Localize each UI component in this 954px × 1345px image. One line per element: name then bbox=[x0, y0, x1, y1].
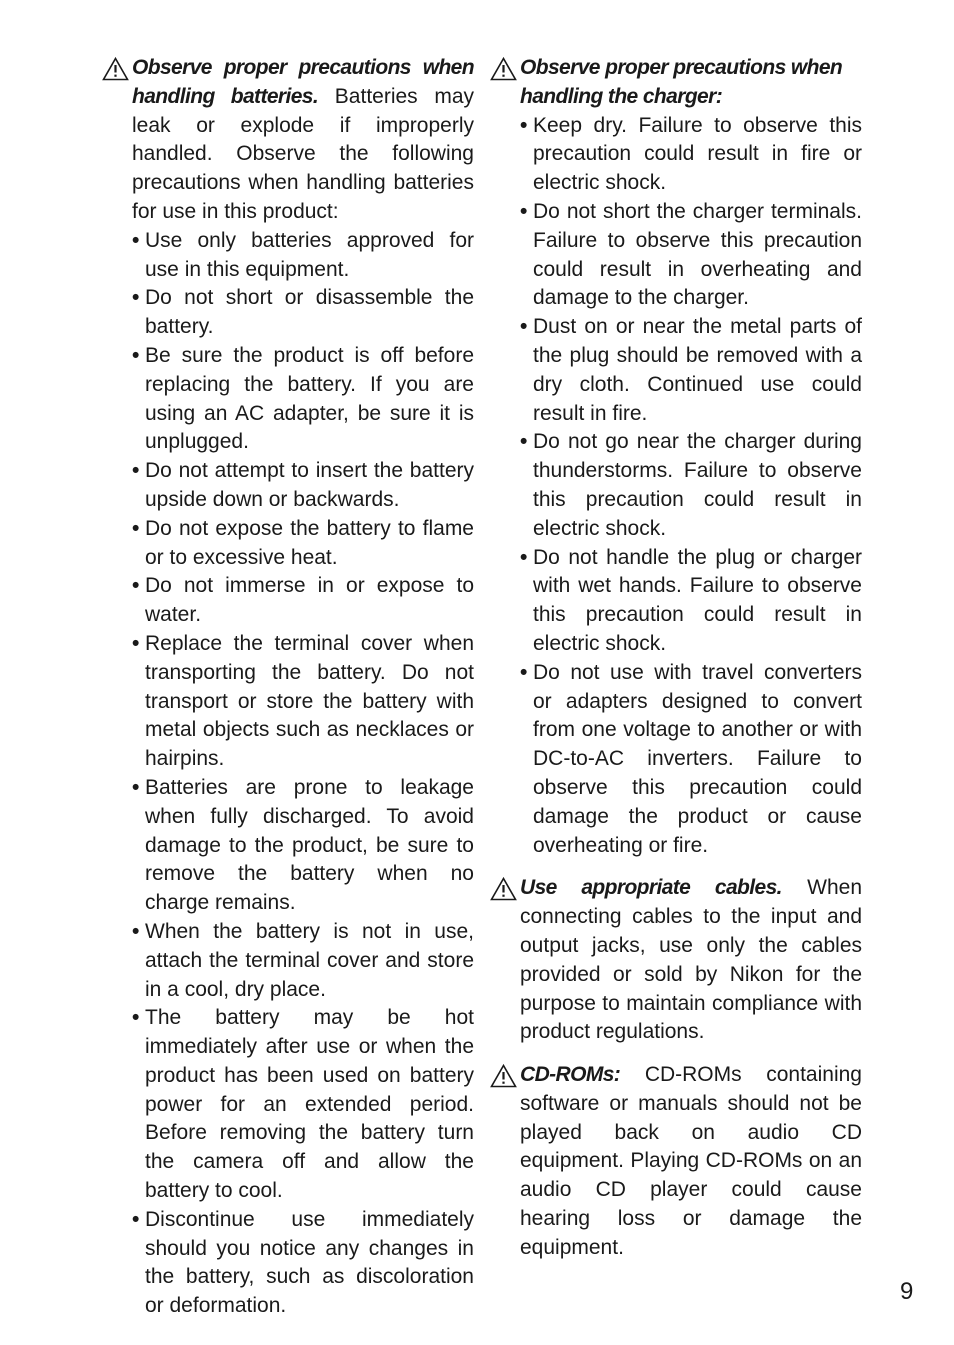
cables-section bbox=[490, 874, 862, 1047]
battery-bullet-list bbox=[132, 227, 474, 1321]
list-item bbox=[520, 544, 862, 659]
list-item-text: When the battery is not in use, attach the terminal cover and store in a cool, dry place. bbox=[145, 919, 474, 1001]
bullet-dot: • bbox=[520, 545, 528, 569]
list-item bbox=[520, 659, 862, 861]
list-item bbox=[132, 227, 474, 285]
charger-precautions-section bbox=[490, 54, 862, 860]
left-column bbox=[102, 54, 474, 1321]
charger-heading: Observe proper precautions when handling the charger: bbox=[520, 56, 843, 108]
list-item-text: Use only batteries approved for use in this equipment. bbox=[145, 228, 474, 281]
cables-paragraph bbox=[520, 874, 862, 1047]
list-item bbox=[132, 774, 474, 918]
warning-triangle-icon bbox=[102, 57, 129, 81]
list-item-text: Keep dry. Failure to observe this precaution could result in fire or electric shock. bbox=[533, 113, 862, 195]
list-item-text: Replace the terminal cover when transporting the battery. Do not transport or store the battery with metal objects such as necklaces or hairpins. bbox=[145, 631, 474, 771]
battery-intro bbox=[132, 54, 474, 227]
list-item bbox=[132, 1206, 474, 1321]
bullet-dot: • bbox=[132, 775, 140, 799]
warning-triangle-icon bbox=[490, 1064, 517, 1088]
bullet-dot: • bbox=[132, 459, 140, 483]
list-item bbox=[132, 918, 474, 1004]
list-item-text: Do not immerse in or expose to water. bbox=[145, 574, 474, 627]
cables-heading: Use appropriate cables. bbox=[520, 876, 782, 900]
bullet-dot: • bbox=[520, 113, 528, 137]
list-item bbox=[132, 630, 474, 774]
warning-triangle-icon bbox=[490, 57, 517, 81]
cdroms-body: CD-ROMs containing software or manuals should not be played back on audio CD equipment. Playing CD-ROMs on an audio CD player could cause hearing loss or damage the equipment. bbox=[520, 1063, 862, 1259]
page-number: 9 bbox=[900, 1278, 914, 1305]
bullet-dot: • bbox=[132, 574, 140, 598]
charger-bullet-list bbox=[520, 112, 862, 861]
bullet-dot: • bbox=[132, 631, 140, 655]
bullet-dot: • bbox=[520, 315, 528, 339]
bullet-dot: • bbox=[132, 1207, 140, 1231]
bullet-dot: • bbox=[132, 516, 140, 540]
list-item-text: Do not go near the charger during thunderstorms. Failure to observe this precaution could result in electric shock. bbox=[533, 430, 862, 540]
list-item-text: Be sure the product is off before replacing the battery. If you are using an AC adapter, be sure it is unplugged. bbox=[145, 343, 474, 454]
list-item-text: Do not use with travel converters or adapters designed to convert from one voltage to another or with DC-to-AC inverters. Failure to observe this precaution could damage the product or cause overheating or fire. bbox=[533, 660, 862, 857]
list-item-text: Dust on or near the metal parts of the plug should be removed with a dry cloth. Continued use could result in fire. bbox=[533, 315, 862, 425]
list-item bbox=[132, 1004, 474, 1206]
bullet-dot: • bbox=[132, 228, 140, 252]
cdroms-heading: CD-ROMs: bbox=[520, 1063, 621, 1087]
bullet-dot: • bbox=[520, 660, 528, 684]
bullet-dot: • bbox=[132, 1006, 140, 1030]
list-item bbox=[132, 457, 474, 515]
cdroms-paragraph bbox=[520, 1061, 862, 1263]
list-item-text: Discontinue use immediately should you notice any changes in the battery, such as discoloration or deformation. bbox=[145, 1207, 474, 1318]
bullet-dot: • bbox=[520, 199, 528, 223]
list-item-text: Do not attempt to insert the battery upside down or backwards. bbox=[145, 459, 474, 511]
battery-precautions-section bbox=[102, 54, 474, 1321]
bullet-dot: • bbox=[132, 343, 140, 367]
cdroms-section bbox=[490, 1061, 862, 1263]
bullet-dot: • bbox=[520, 430, 528, 454]
battery-intro-text: Batteries may leak or explode if improperly handled. Observe the following precautions when handling batteries for use in this product: bbox=[132, 84, 474, 223]
right-column bbox=[490, 54, 862, 1263]
list-item bbox=[520, 313, 862, 428]
cables-body: When connecting cables to the input and output jacks, use only the cables provided or sold by Nikon for the purpose to maintain compliance with product regulations. bbox=[520, 876, 862, 1044]
list-item bbox=[132, 284, 474, 342]
warning-triangle-icon bbox=[490, 877, 517, 901]
list-item-text: Do not expose the battery to flame or to excessive heat. bbox=[145, 516, 474, 569]
list-item-text: Do not short or disassemble the battery. bbox=[145, 286, 474, 339]
bullet-dot: • bbox=[132, 286, 140, 310]
list-item-text: The battery may be hot immediately after use or when the product has been used on battery power for an extended period. Before removing the battery turn the camera off and allow the battery to cool. bbox=[145, 1006, 474, 1203]
battery-heading: Observe proper precautions when handling batteries. bbox=[132, 56, 474, 108]
list-item-text: Do not short the charger terminals. Failure to observe this precaution could result in overheating and damage to the charger. bbox=[533, 199, 862, 310]
list-item bbox=[132, 572, 474, 630]
list-item bbox=[520, 428, 862, 543]
list-item-text: Do not handle the plug or charger with wet hands. Failure to observe this precaution could result in electric shock. bbox=[533, 545, 862, 655]
list-item bbox=[520, 112, 862, 198]
list-item bbox=[132, 342, 474, 457]
list-item-text: Batteries are prone to leakage when fully discharged. To avoid damage to the product, be sure to remove the battery when no charge remains. bbox=[145, 775, 474, 915]
list-item bbox=[520, 198, 862, 313]
list-item bbox=[132, 515, 474, 573]
bullet-dot: • bbox=[132, 919, 140, 943]
